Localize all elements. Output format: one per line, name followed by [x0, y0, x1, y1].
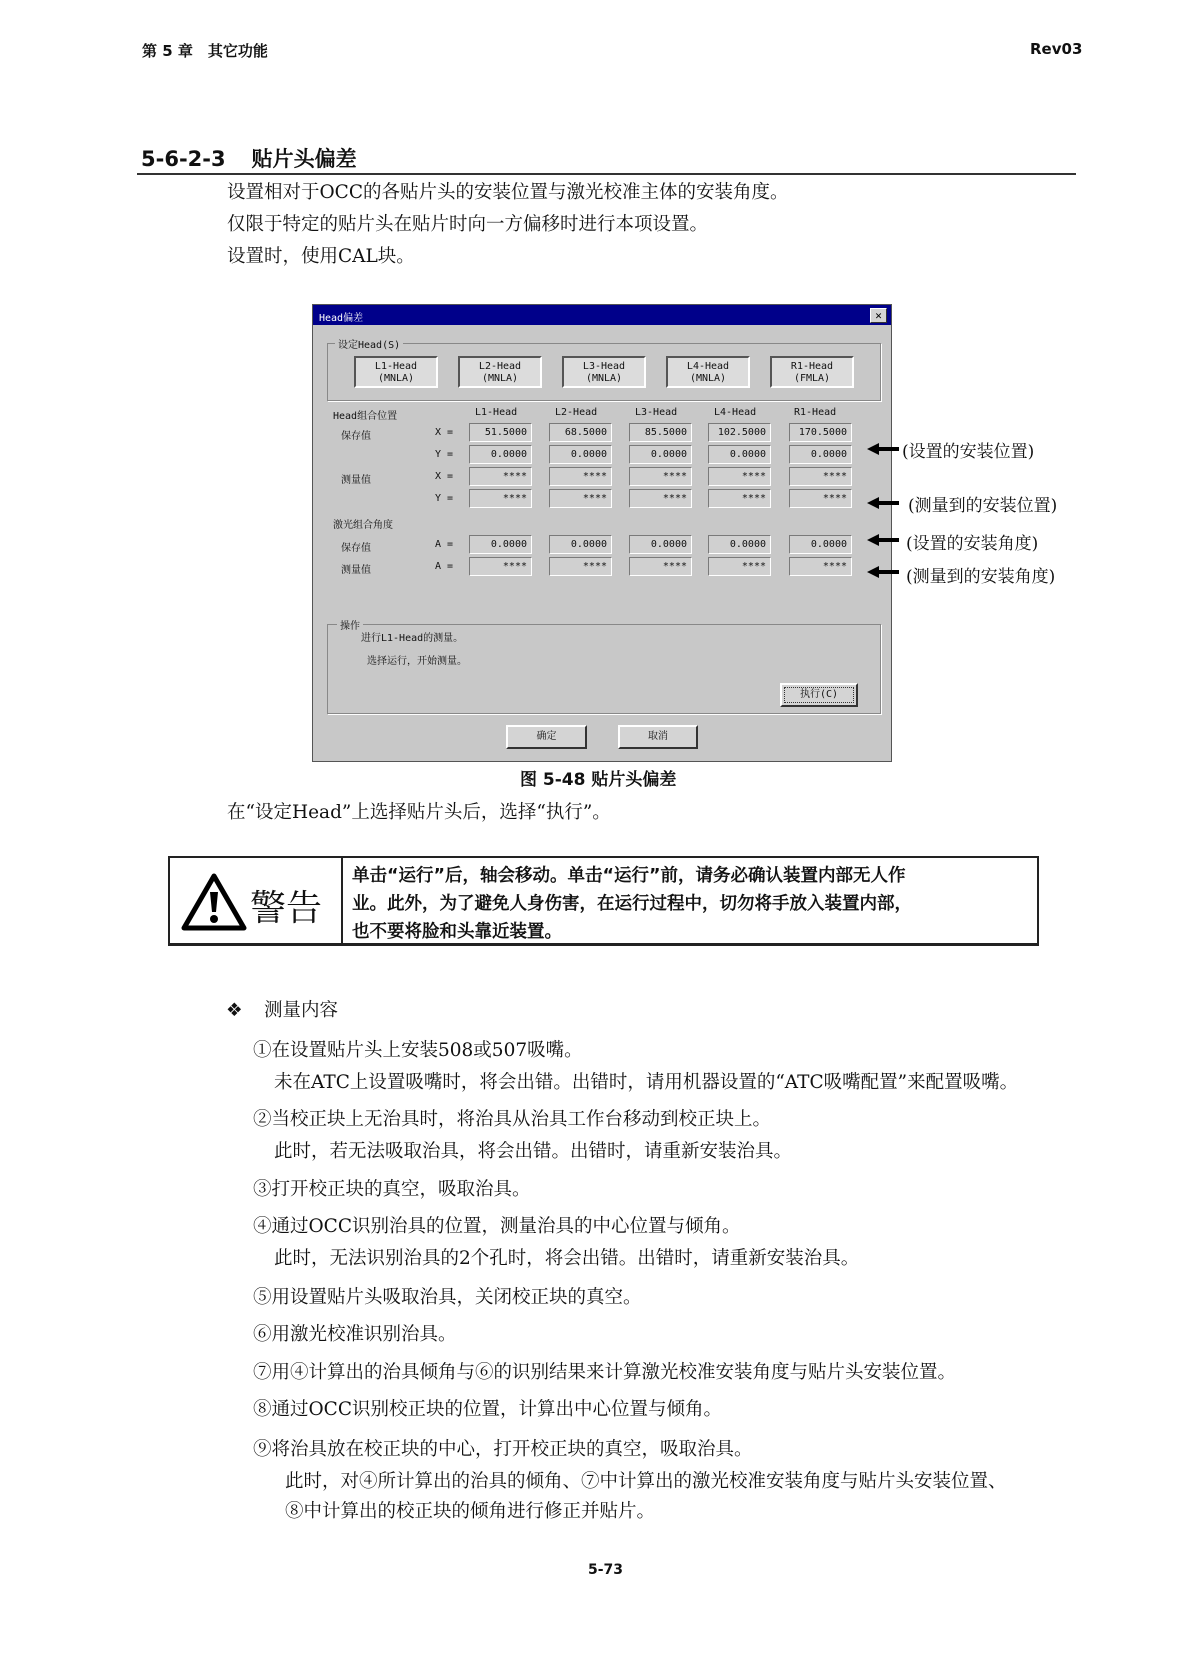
value-field-saved-a: 0.0000 [549, 535, 612, 554]
head-type: (MNLA) [585, 373, 623, 384]
head-button-l4[interactable] [666, 356, 750, 388]
operation-label: 操作 [337, 617, 363, 632]
step-text: ⑧通过OCC识别校正块的位置，计算出中心位置与倾角。 [253, 1399, 722, 1420]
close-icon[interactable]: ✕ [870, 308, 887, 323]
value-field-saved-x: 85.5000 [629, 423, 692, 442]
intro-line: 仅限于特定的贴片头在贴片时向一方偏移时进行本项设置。 [227, 214, 709, 235]
a-label: A = [435, 539, 454, 550]
column-header: L1-Head [475, 407, 518, 418]
section-number: 5-6-2-3 [141, 147, 226, 171]
step-note: 此时，若无法吸取治具，将会出错。出错时，请重新安装治具。 [274, 1141, 793, 1162]
warning-line: 也不要将脸和头靠近装置。 [352, 922, 562, 942]
step-text: ②当校正块上无治具时，将治具从治具工作台移动到校正块上。 [253, 1109, 772, 1130]
value-field-saved-x: 102.5000 [708, 423, 771, 442]
value-field-saved-x: 51.5000 [469, 423, 532, 442]
warning-triangle-icon [180, 872, 248, 932]
page-number: 5-73 [588, 1562, 624, 1578]
step-text: ③打开校正块的真空，吸取治具。 [253, 1179, 531, 1200]
head-type: (FMLA) [793, 373, 831, 384]
step-text: ①在设置贴片头上安装508或507吸嘴。 [253, 1040, 583, 1061]
annotation-measured-position: (测量到的安装位置) [908, 496, 1058, 516]
measure-title: 测量内容 [264, 1000, 339, 1021]
warning-line: 业。此外，为了避免人身伤害，在运行过程中，切勿将手放入装置内部， [352, 894, 912, 914]
value-field-meas-y: **** [629, 489, 692, 508]
chapter-header: 第 5 章 其它功能 [142, 42, 268, 60]
value-field-saved-y: 0.0000 [789, 445, 852, 464]
value-field-saved-a: 0.0000 [708, 535, 771, 554]
set-head-label: 设定Head(S) [335, 336, 403, 351]
value-field-meas-a: **** [469, 557, 532, 576]
value-field-saved-x: 68.5000 [549, 423, 612, 442]
column-header: L3-Head [635, 407, 678, 418]
head-type: (MNLA) [377, 373, 415, 384]
head-name: L3-Head [582, 361, 626, 372]
dialog-title: Head偏差 [319, 313, 364, 324]
head-button-l1[interactable] [354, 356, 438, 388]
value-field-saved-a: 0.0000 [789, 535, 852, 554]
x-label: X = [435, 427, 454, 438]
warning-box [168, 856, 1039, 946]
value-field-saved-x: 170.5000 [789, 423, 852, 442]
value-field-meas-x: **** [549, 467, 612, 486]
value-field-meas-a: **** [708, 557, 771, 576]
section-heading [141, 143, 357, 173]
annotation-measured-angle: (测量到的安装角度) [906, 567, 1056, 587]
head-name: L1-Head [374, 361, 418, 372]
step-text: ④通过OCC识别治具的位置，测量治具的中心位置与倾角。 [253, 1216, 741, 1237]
warning-line: 单击“运行”后，轴会移动。单击“运行”前，请务必确认装置内部无人作 [352, 866, 906, 886]
instruction-text: 在“设定Head”上选择贴片头后，选择“执行”。 [227, 802, 611, 823]
step-text: ⑨将治具放在校正块的中心，打开校正块的真空，吸取治具。 [253, 1439, 753, 1460]
measured-label: 测量值 [341, 565, 371, 576]
column-header: L4-Head [714, 407, 757, 418]
operation-message: 进行L1-Head的测量。 [361, 633, 464, 644]
position-section-label: Head组合位置 [333, 411, 398, 422]
saved-label: 保存值 [341, 431, 371, 442]
execute-button[interactable]: 执行(C) [780, 683, 858, 707]
value-field-meas-x: **** [629, 467, 692, 486]
value-field-meas-y: **** [549, 489, 612, 508]
annotation-set-position: (设置的安装位置) [902, 442, 1035, 462]
head-name: L4-Head [686, 361, 730, 372]
head-type: (MNLA) [481, 373, 519, 384]
column-header: R1-Head [794, 407, 837, 418]
step-text: ⑤用设置贴片头吸取治具，关闭校正块的真空。 [253, 1287, 642, 1308]
arrow-left-icon [867, 443, 899, 455]
warning-divider [341, 858, 343, 943]
dialog-title-bar [313, 305, 891, 325]
operation-message: 选择运行，开始测量。 [367, 656, 467, 667]
column-header: L2-Head [555, 407, 598, 418]
step-text: ⑦用④计算出的治具倾角与⑥的识别结果来计算激光校准安装角度与贴片头安装位置。 [253, 1362, 957, 1383]
warning-label: 警告 [250, 888, 323, 929]
step-note: ⑧中计算出的校正块的倾角进行修正并贴片。 [285, 1501, 656, 1522]
cancel-button[interactable]: 取消 [618, 725, 698, 749]
revision-label: Rev03 [1030, 40, 1083, 58]
x-label: X = [435, 471, 454, 482]
arrow-left-icon [867, 534, 899, 546]
intro-line: 设置时，使用CAL块。 [227, 246, 415, 267]
step-note: 未在ATC上设置吸嘴时，将会出错。出错时，请用机器设置的“ATC吸嘴配置”来配置吸嘴。 [274, 1072, 1019, 1093]
intro-line: 设置相对于OCC的各贴片头的安装位置与激光校准主体的安装角度。 [227, 182, 789, 203]
value-field-saved-y: 0.0000 [708, 445, 771, 464]
head-offset-dialog [312, 304, 892, 762]
head-name: R1-Head [790, 361, 834, 372]
ok-button[interactable]: 确定 [506, 725, 587, 749]
value-field-meas-x: **** [708, 467, 771, 486]
value-field-meas-x: **** [789, 467, 852, 486]
step-text: ⑥用激光校准识别治具。 [253, 1324, 457, 1345]
value-field-saved-a: 0.0000 [469, 535, 532, 554]
step-note: 此时，无法识别治具的2个孔时，将会出错。出错时，请重新安装治具。 [274, 1248, 860, 1269]
y-label: Y = [435, 493, 454, 504]
saved-label: 保存值 [341, 543, 371, 554]
value-field-meas-y: **** [469, 489, 532, 508]
value-field-saved-y: 0.0000 [549, 445, 612, 464]
value-field-meas-y: **** [789, 489, 852, 508]
annotation-set-angle: (设置的安装角度) [906, 534, 1039, 554]
value-field-meas-y: **** [708, 489, 771, 508]
value-field-meas-a: **** [789, 557, 852, 576]
value-field-saved-a: 0.0000 [629, 535, 692, 554]
step-note: 此时，对④所计算出的治具的倾角、⑦中计算出的激光校准安装角度与贴片头安装位置、 [285, 1471, 1007, 1492]
measured-label: 测量值 [341, 475, 371, 486]
value-field-saved-y: 0.0000 [629, 445, 692, 464]
value-field-saved-y: 0.0000 [469, 445, 532, 464]
measure-bullet-icon: ❖ [226, 1000, 243, 1021]
head-name: L2-Head [478, 361, 522, 372]
section-rule [137, 173, 1076, 175]
arrow-left-icon [867, 497, 899, 509]
y-label: Y = [435, 449, 454, 460]
figure-caption: 图 5-48 贴片头偏差 [520, 770, 677, 790]
head-button-l3[interactable] [562, 356, 646, 388]
value-field-meas-a: **** [549, 557, 612, 576]
head-type: (MNLA) [689, 373, 727, 384]
head-button-r1[interactable] [770, 356, 854, 388]
angle-section-label: 激光组合角度 [333, 520, 393, 531]
section-title: 贴片头偏差 [251, 147, 357, 171]
head-button-l2[interactable] [458, 356, 542, 388]
a-label: A = [435, 561, 454, 572]
value-field-meas-a: **** [629, 557, 692, 576]
value-field-meas-x: **** [469, 467, 532, 486]
arrow-left-icon [867, 566, 899, 578]
